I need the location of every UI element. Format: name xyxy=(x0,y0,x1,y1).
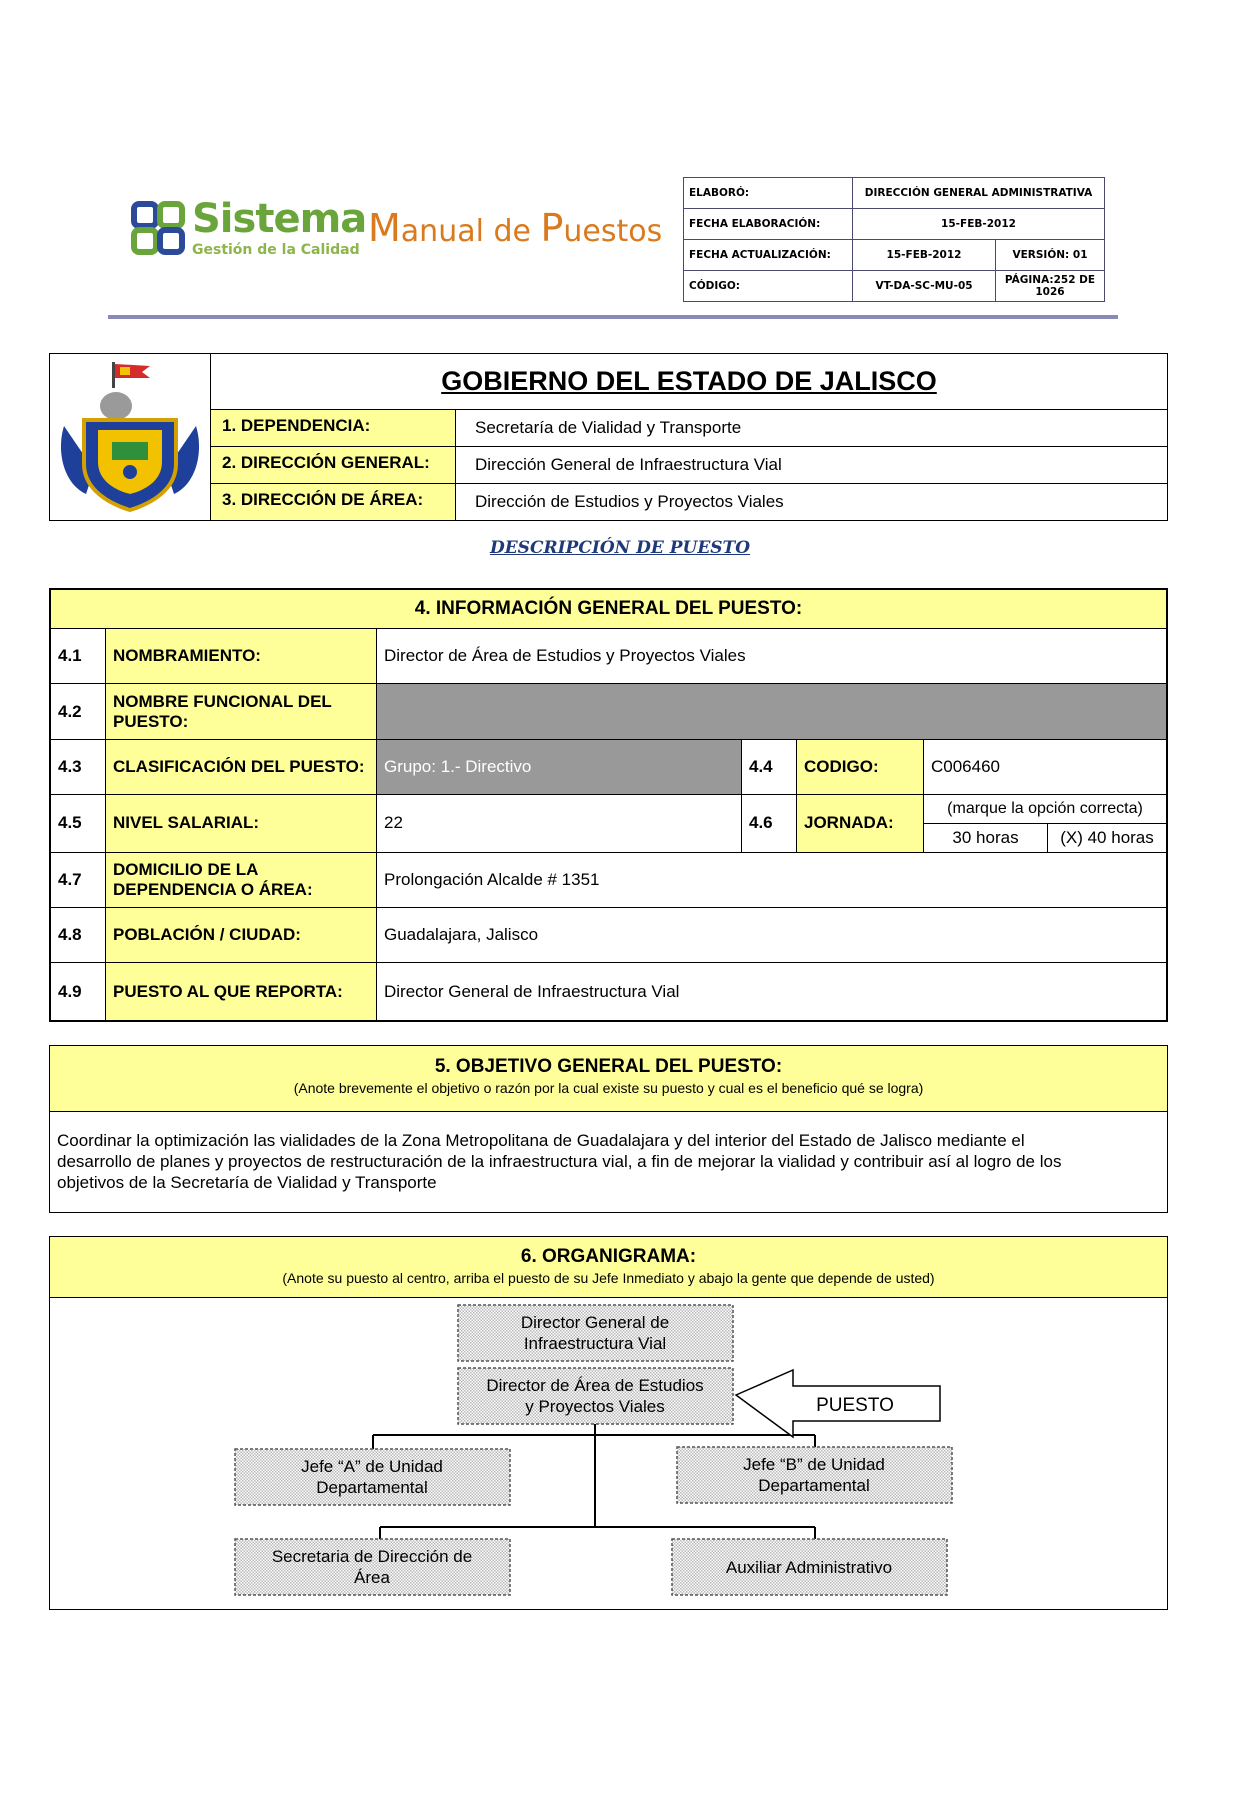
direccion-area-value: Dirección de Estudios y Proyectos Viales xyxy=(475,492,784,511)
objective-text xyxy=(57,1130,1157,1193)
objective-line: desarrollo de planes y proyectos de restructuración de la infraestructura vial, a fin de mejorar la vialidad y contribuir así al logro de los xyxy=(57,1152,1062,1171)
jefe-a-label: Jefe “A” de Unidad xyxy=(301,1457,443,1476)
nombramiento-label: NOMBRAMIENTO: xyxy=(106,628,377,683)
clasificacion-label: CLASIFICACIÓN DEL PUESTO: xyxy=(106,739,377,794)
jefe-a-label: Departamental xyxy=(316,1478,428,1497)
row-number: 4.8 xyxy=(51,908,106,963)
boss-label: Infraestructura Vial xyxy=(523,1334,667,1353)
section-6-title: 6. ORGANIGRAMA: xyxy=(520,1246,697,1267)
description-title: DESCRIPCIÓN DE PUESTO xyxy=(489,538,751,558)
manual-title: Manual de Puestos xyxy=(368,206,663,250)
fecha-actualizacion-value: 15-FEB-2012 xyxy=(853,240,996,271)
row-number: 4.7 xyxy=(51,852,106,907)
jalisco-coat-of-arms-icon xyxy=(50,354,210,520)
jornada-label: JORNADA: xyxy=(797,795,924,852)
sistema-title: Sistema xyxy=(192,196,367,242)
org-chart xyxy=(50,1237,1167,1609)
direccion-general-label: 2. DIRECCIÓN GENERAL: xyxy=(211,447,456,483)
jornada-option-40: (X) 40 horas xyxy=(1048,823,1167,852)
jefe-b-label: Departamental xyxy=(758,1476,870,1495)
secretaria-label: Secretaria de Dirección de xyxy=(271,1547,473,1566)
control-table xyxy=(683,177,1105,302)
row-number: 4.1 xyxy=(51,628,106,683)
direccion-area-label: 3. DIRECCIÓN DE ÁREA: xyxy=(211,484,456,520)
nivel-salarial-label: NIVEL SALARIAL: xyxy=(106,795,377,852)
nombramiento-value: Director de Área de Estudios y Proyectos Viales xyxy=(377,628,1167,683)
auxiliar-label: Auxiliar Administrativo xyxy=(725,1558,893,1577)
section-5-subtitle: (Anote brevemente el objetivo o razón por la cual existe su puesto y cual es el beneficio qué se logra) xyxy=(293,1080,924,1096)
dependencia-row xyxy=(211,410,1167,447)
nombre-funcional-label: NOMBRE FUNCIONAL DEL PUESTO: xyxy=(106,684,377,739)
sistema-logo-icon xyxy=(130,200,188,256)
section-5-header xyxy=(50,1046,1167,1112)
general-info-table xyxy=(50,589,1167,1021)
secretaria-label: Área xyxy=(354,1568,390,1587)
government-header xyxy=(49,353,1168,521)
reporta-label: PUESTO AL QUE REPORTA: xyxy=(106,963,377,1021)
clasificacion-value: Grupo: 1.- Directivo xyxy=(377,739,742,794)
jornada-option-30: 30 horas xyxy=(924,823,1048,852)
elaboro-label: ELABORÓ: xyxy=(684,178,853,209)
domicilio-value: Prolongación Alcalde # 1351 xyxy=(377,852,1167,907)
codigo-label: CÓDIGO: xyxy=(684,271,853,302)
section-6-org-chart xyxy=(49,1236,1168,1610)
self-position-label: Director de Área de Estudios xyxy=(486,1376,704,1395)
fecha-actualizacion-label: FECHA ACTUALIZACIÓN: xyxy=(684,240,853,271)
sistema-subtitle: Gestión de la Calidad xyxy=(192,242,360,258)
row-number: 4.9 xyxy=(51,963,106,1021)
poblacion-value: Guadalajara, Jalisco xyxy=(377,908,1167,963)
dependencia-label: 1. DEPENDENCIA: xyxy=(211,410,456,446)
row-number: 4.6 xyxy=(742,795,797,852)
codigo-value: C006460 xyxy=(924,739,1167,794)
fecha-elaboracion-value: 15-FEB-2012 xyxy=(853,209,1105,240)
boss-label: Director General de xyxy=(520,1313,670,1332)
objective-line: objetivos de la Secretaría de Vialidad y Transporte xyxy=(57,1173,437,1192)
puesto-arrow-label: PUESTO xyxy=(816,1395,894,1416)
header-rule xyxy=(108,315,1118,319)
pagina-value: PÁGINA:252 DE 1026 xyxy=(996,271,1105,302)
section-6-subtitle: (Anote su puesto al centro, arriba el puesto de su Jefe Inmediato y abajo la gente que depende de usted) xyxy=(282,1270,935,1286)
nombre-funcional-value xyxy=(377,684,1167,739)
direccion-general-row xyxy=(211,447,1167,484)
version-value: VERSIÓN: 01 xyxy=(996,240,1105,271)
row-number: 4.2 xyxy=(51,684,106,739)
jornada-hint: (marque la opción correcta) xyxy=(924,795,1167,824)
domicilio-label: DOMICILIO DE LA DEPENDENCIA O ÁREA: xyxy=(106,852,377,907)
jefe-b-label: Jefe “B” de Unidad xyxy=(743,1455,885,1474)
row-number: 4.5 xyxy=(51,795,106,852)
section-4-title: 4. INFORMACIÓN GENERAL DEL PUESTO: xyxy=(51,590,1167,629)
section-4-general-info xyxy=(49,588,1168,1022)
crest-area xyxy=(50,354,211,520)
nivel-salarial-value: 22 xyxy=(377,795,742,852)
elaboro-value: DIRECCIÓN GENERAL ADMINISTRATIVA xyxy=(853,178,1105,209)
section-5-objective xyxy=(49,1045,1168,1213)
row-number: 4.4 xyxy=(742,739,797,794)
self-position-label: y Proyectos Viales xyxy=(525,1397,665,1416)
government-title: GOBIERNO DEL ESTADO DE JALISCO xyxy=(211,354,1167,410)
poblacion-label: POBLACIÓN / CIUDAD: xyxy=(106,908,377,963)
section-5-title: 5. OBJETIVO GENERAL DEL PUESTO: xyxy=(434,1056,783,1077)
fecha-elaboracion-label: FECHA ELABORACIÓN: xyxy=(684,209,853,240)
row-number: 4.3 xyxy=(51,739,106,794)
reporta-value: Director General de Infraestructura Vial xyxy=(377,963,1167,1021)
dependencia-value: Secretaría de Vialidad y Transporte xyxy=(475,418,742,437)
codigo-value: VT-DA-SC-MU-05 xyxy=(853,271,996,302)
direccion-general-value: Dirección General de Infraestructura Vial xyxy=(475,455,782,474)
objective-line: Coordinar la optimización las vialidades de la Zona Metropolitana de Guadalajara y del interior del Estado de Jalisco mediante el xyxy=(57,1131,1025,1150)
codigo-label: CODIGO: xyxy=(797,739,924,794)
direccion-area-row xyxy=(211,484,1167,520)
